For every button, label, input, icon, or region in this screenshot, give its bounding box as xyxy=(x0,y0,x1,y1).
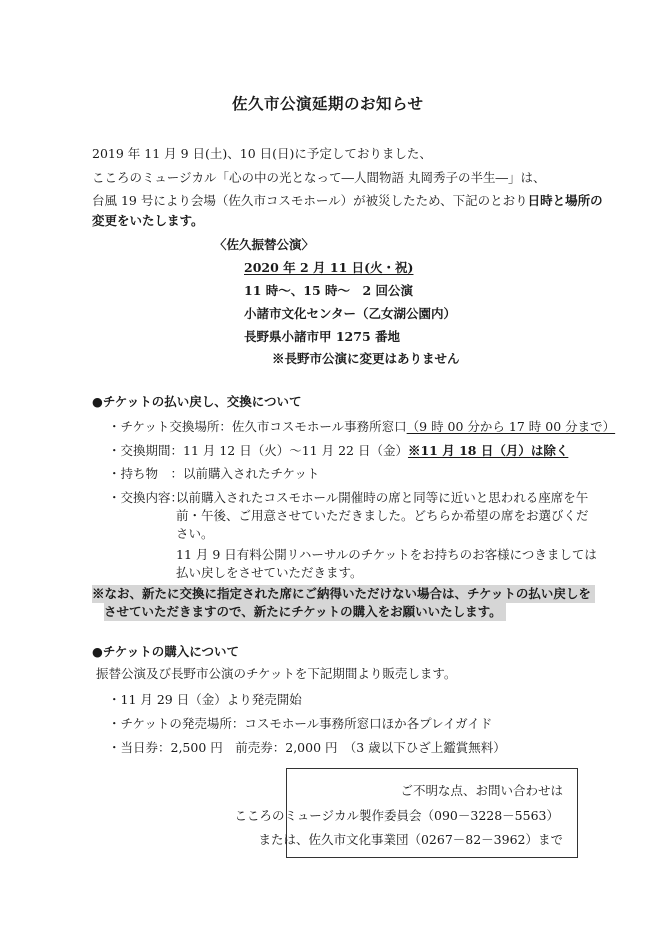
refund-place-label: ・チケット交換場所：佐久市コスモホール事務所窓口 xyxy=(108,419,407,434)
purchase-prices: ・当日券：2,500 円 前売券：2,000 円 （3 歳以下ひざ上鑑賞無料） xyxy=(108,740,506,755)
refund-items: ・持ち物 ：以前購入されたチケット xyxy=(108,466,320,481)
refund-place xyxy=(108,418,615,436)
refund-notice-line-2: させていただきますので、新たにチケットの購入をお願いいたします。 xyxy=(104,603,506,621)
refund-period-label: ・交換期間：11 月 12 日（火）～11 月 22 日（金） xyxy=(108,443,408,458)
intro-line-2: こころのミュージカル「心の中の光となって―人間物語 丸岡秀子の半生―」は、 xyxy=(92,170,546,185)
contact-box xyxy=(234,768,578,858)
refund-content-label: ・交換内容： xyxy=(108,490,184,505)
refund-notice-line-1: ※なお、新たに交換に指定された席にご納得いただけない場合は、チケットの払い戻しを xyxy=(92,585,595,603)
intro-line-4: 変更をいたします。 xyxy=(92,213,204,228)
refund-rehearsal-line-2: 払い戻しをさせていただきます。 xyxy=(176,565,363,580)
intro-line-3 xyxy=(92,192,603,210)
refund-content-line-3: さい。 xyxy=(176,526,214,541)
purchase-intro: 振替公演及び長野市公演のチケットを下記期間より販売します。 xyxy=(96,666,457,681)
schedule-address: 長野県小諸市甲 1275 番地 xyxy=(244,329,400,344)
refund-rehearsal-line-1: 11 月 9 日有料公開リハーサルのチケットをお持ちのお客様につきましては xyxy=(176,547,597,562)
page-title: 佐久市公演延期のお知らせ xyxy=(232,94,424,113)
schedule-note: ※長野市公演に変更はありません xyxy=(272,351,460,366)
schedule-date: 2020 年 2 月 11 日(火・祝) xyxy=(244,260,414,275)
refund-place-hours: （9 時 00 分から 17 時 00 分まで） xyxy=(406,419,616,434)
intro-line-3-bold: 日時と場所の xyxy=(527,193,603,208)
refund-content-line-1: 以前購入されたコスモホール開催時の席と同等に近いと思われる座席を午 xyxy=(176,490,589,505)
intro-line-3-text: 台風 19 号により会場（佐久市コスモホール）が被災したため、下記のとおり xyxy=(92,193,528,208)
purchase-sale-start: ・11 月 29 日（金）より発売開始 xyxy=(108,692,302,707)
schedule-times: 11 時～、15 時～ 2 回公演 xyxy=(244,283,414,298)
contact-line-1: ご不明な点、お問い合わせは xyxy=(400,783,563,798)
purchase-heading: ●チケットの購入について xyxy=(92,644,240,659)
schedule-venue: 小諸市文化センター（乙女湖公園内） xyxy=(244,306,457,321)
intro-line-1: 2019 年 11 月 9 日(土)、10 日(日)に予定しておりました、 xyxy=(92,146,432,161)
refund-heading: ●チケットの払い戻し、交換について xyxy=(92,394,302,409)
refund-content-line-2: 前・午後、ご用意させていただきました。どちらか希望の席をお選びくだ xyxy=(176,508,589,523)
refund-period-exception: ※11 月 18 日（月）は除く xyxy=(407,443,569,458)
purchase-sale-place: ・チケットの発売場所：コスモホール事務所窓口ほか各プレイガイド xyxy=(108,716,493,731)
schedule-heading: 〈佐久振替公演〉 xyxy=(214,237,315,252)
contact-line-2: こころのミュージカル製作委員会（090－3228－5563） xyxy=(234,808,559,823)
contact-line-3: または、佐久市文化事業団（0267－82－3962）まで xyxy=(258,832,563,847)
refund-period xyxy=(108,442,568,460)
